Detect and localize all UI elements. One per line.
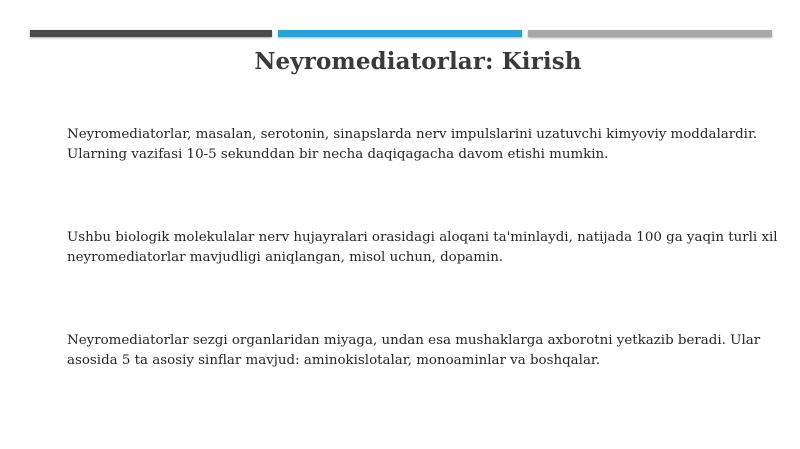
paragraph-3: Neyromediatorlar sezgi organlaridan miyaga, undan esa mushaklarga axborotni yetkazib beradi. Ular asosida 5 ta asosiy sinflar mavjud: aminokislotalar, monoaminlar va boshqalar. xyxy=(67,333,761,368)
header-bar-right xyxy=(528,30,772,37)
header-bar-middle xyxy=(278,30,522,37)
slide-title: Neyromediatorlar: Kirish xyxy=(254,48,582,75)
header-bar-left xyxy=(30,30,272,37)
paragraph-2: Ushbu biologik molekulalar nerv hujayralari orasidagi aloqani ta'minlaydi, natijada 100 ga yaqin turli xil neyromediatorlar mavjudligi aniqlangan, misol uchun, dopamin. xyxy=(67,230,778,265)
paragraph-1: Neyromediatorlar, masalan, serotonin, sinapslarda nerv impulslarini uzatuvchi kimyoviy moddalardir. Ularning vazifasi 10-5 sekunddan bir necha daqiqagacha davom etishi mumkin. xyxy=(67,127,758,162)
